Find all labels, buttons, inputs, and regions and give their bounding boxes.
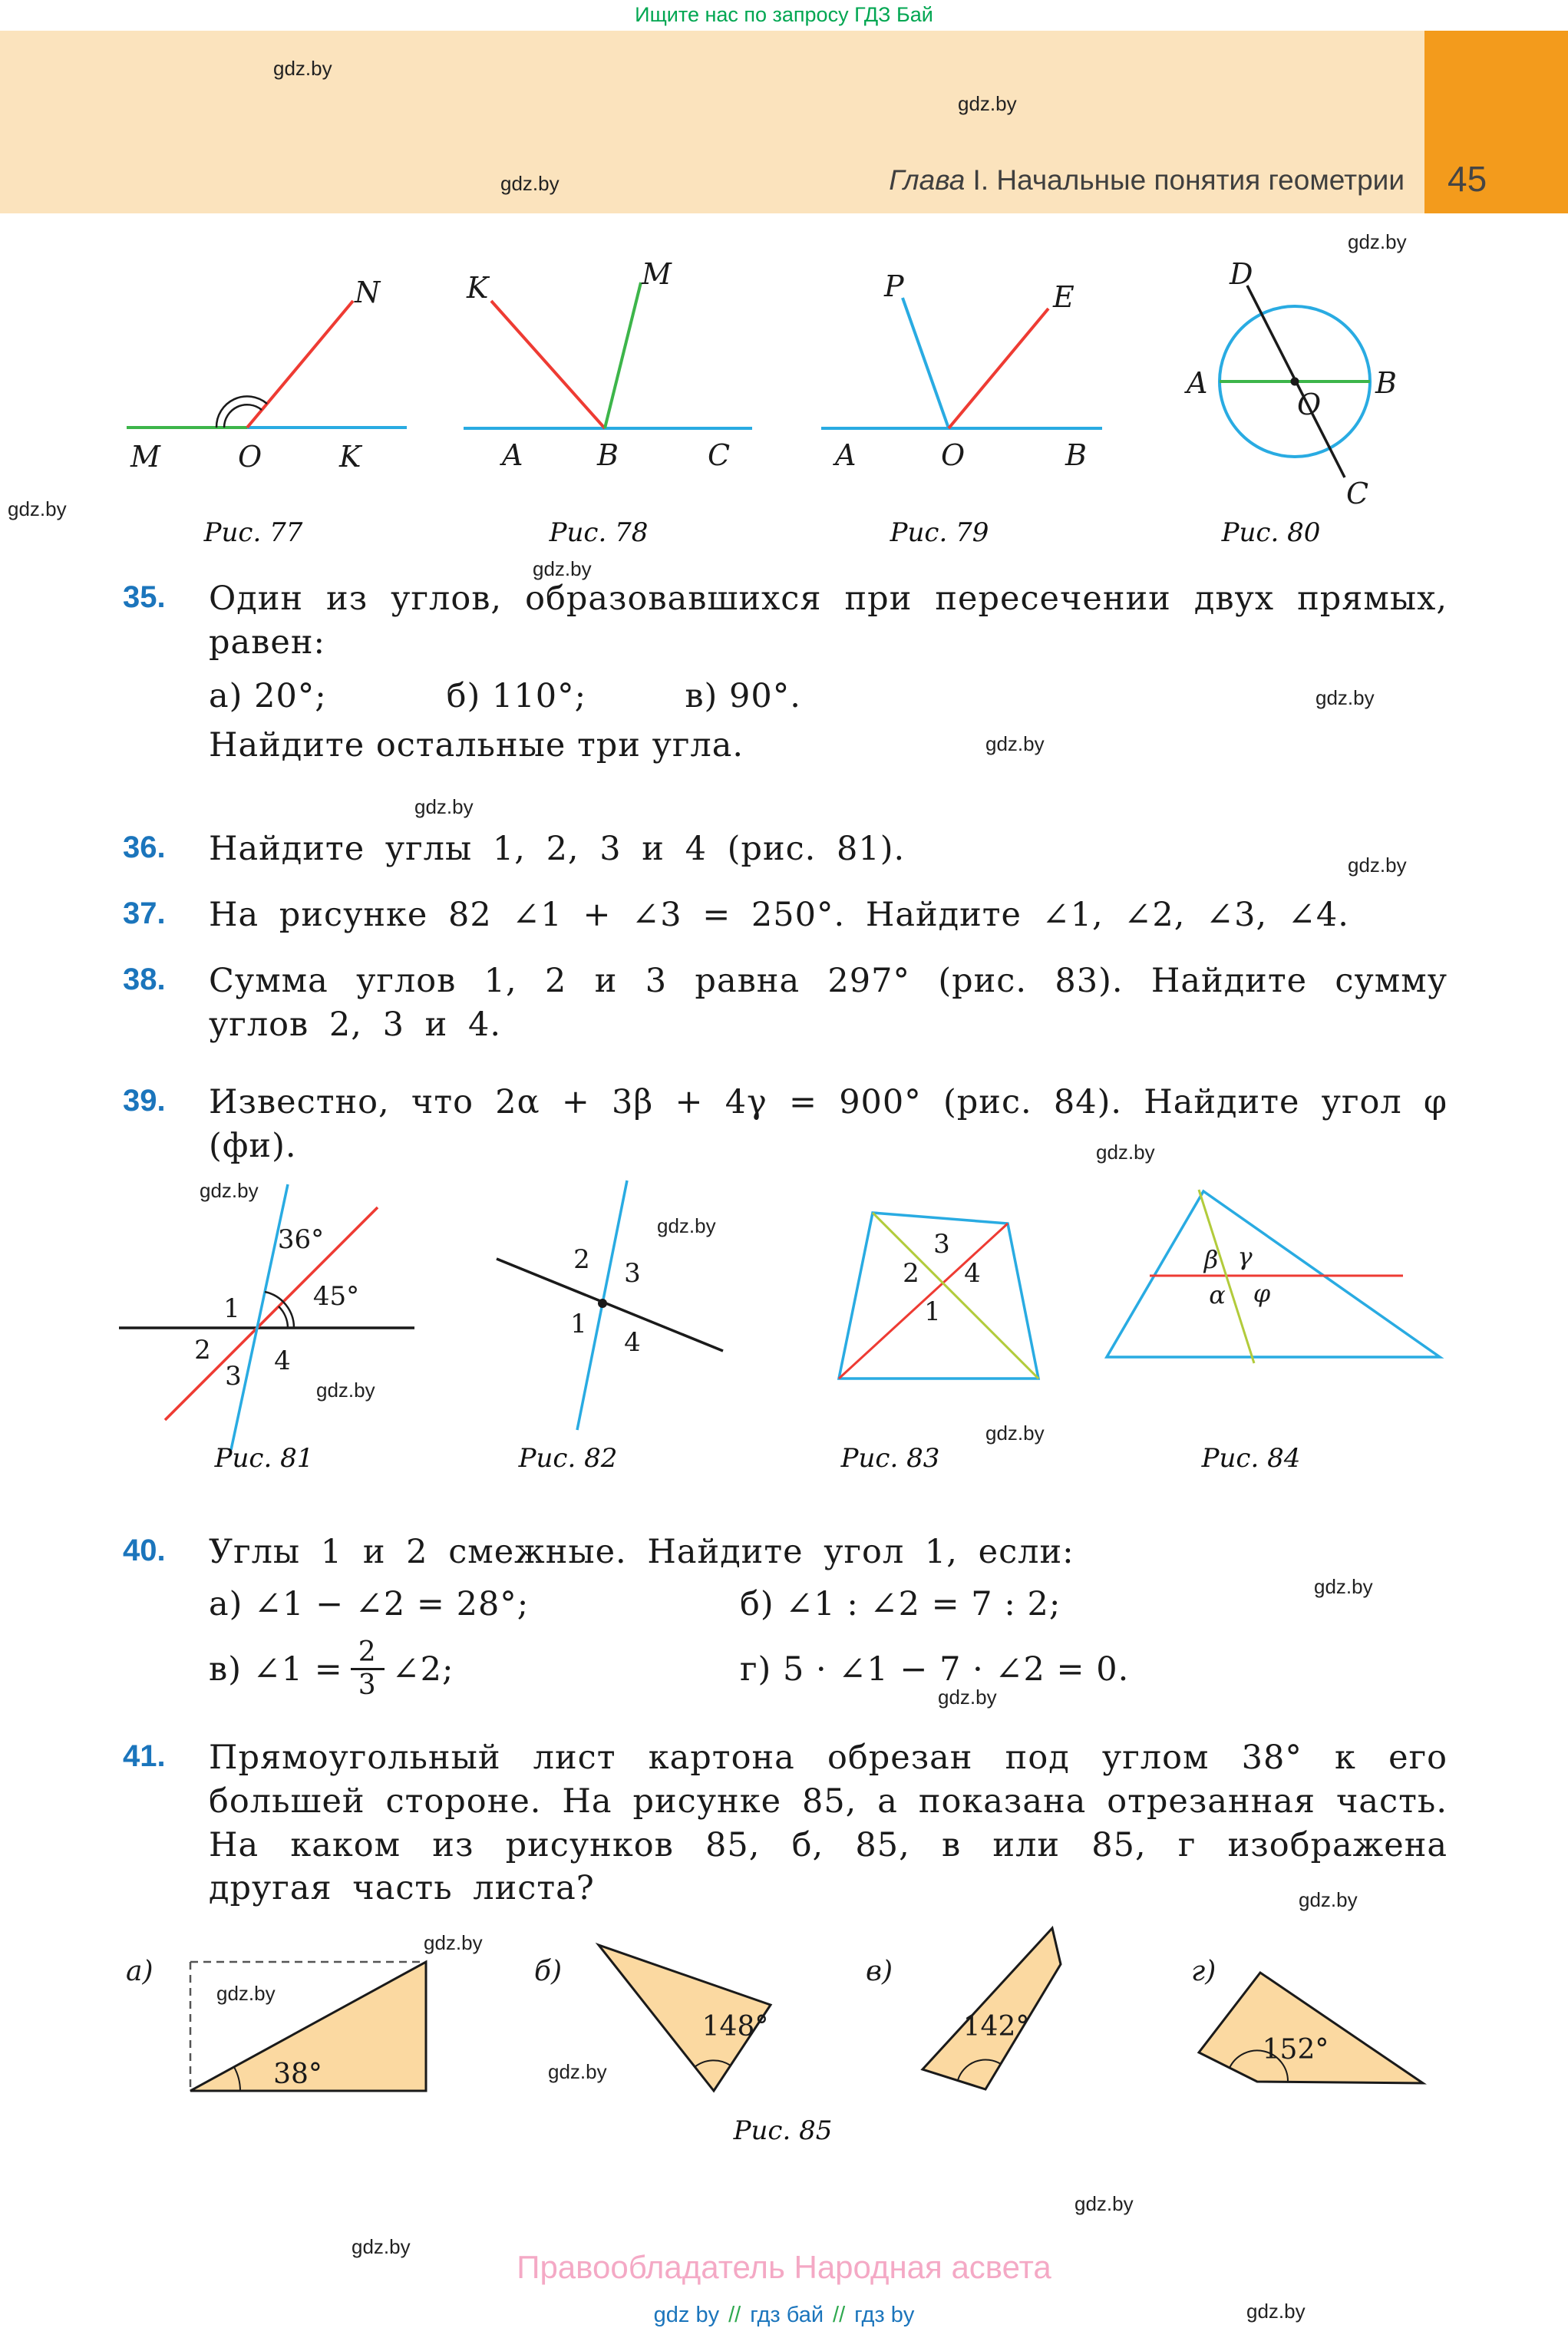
olive-diagonal <box>873 1213 1038 1379</box>
ray-OP-blue <box>903 298 949 428</box>
angle-2-label: 2 <box>194 1335 211 1365</box>
figure-81-diagram <box>107 1150 430 1457</box>
point-label-O: O <box>238 440 262 474</box>
copyright-text: Правообладатель Народная асвета <box>517 2249 1051 2285</box>
piece-shape <box>1199 1973 1423 2083</box>
watermark-gdzby: gdz.by <box>424 1931 483 1954</box>
figure-77-caption: Рис. 77 <box>203 517 303 548</box>
footer-links <box>0 2303 1568 2328</box>
problem-40-option-g: г) 5 · ∠1 − 7 · ∠2 = 0. <box>740 1649 1130 1689</box>
problem-41 <box>123 1736 1448 1910</box>
angle-4-label: 4 <box>964 1258 981 1289</box>
problem-38-number: 38. <box>123 963 166 996</box>
watermark-gdzby: gdz.by <box>1348 230 1407 253</box>
watermark-gdzby: gdz.by <box>273 57 332 80</box>
point-label-K: K <box>339 440 361 474</box>
figure-79-diagram <box>812 261 1111 500</box>
watermark-gdzby: gdz.by <box>8 497 67 520</box>
angle-alpha-label: α <box>1209 1280 1226 1309</box>
figure-80-caption: Рис. 80 <box>1221 517 1321 548</box>
point-label-B: B <box>597 438 619 472</box>
header-page-number-box <box>1424 31 1568 213</box>
angle-36-label: 36° <box>277 1224 325 1255</box>
figure-82-caption: Рис. 82 <box>518 1443 618 1474</box>
point-label-M: M <box>130 440 160 474</box>
point-label-A: A <box>502 438 523 472</box>
point-label-B: B <box>1065 438 1087 472</box>
ray-BK-red <box>491 301 605 428</box>
angle-1-label: 1 <box>570 1309 587 1339</box>
angle-1-label: 1 <box>223 1293 240 1324</box>
angle-3-label: 3 <box>933 1229 950 1260</box>
problem-39-number: 39. <box>123 1084 166 1118</box>
ray-OE-red <box>949 309 1048 428</box>
problem-38 <box>123 959 1448 1047</box>
link-separator: // <box>728 2303 741 2327</box>
fraction-two-thirds <box>351 1637 385 1702</box>
angle-3-label: 3 <box>624 1258 641 1289</box>
problem-41-text: Прямоугольный лист картона обрезан под углом 38° к его большей стороне. На рисунке 85, а показана отрезанная часть. На каком из рисунков 85, б, 85, в или 85, г изображена другая часть листа? <box>209 1739 1448 1908</box>
page-number: 45 <box>1448 159 1487 199</box>
angle-142-label: 142° <box>962 2011 1030 2042</box>
figure-85b-shape <box>593 1937 784 2099</box>
angle-38-label: 38° <box>273 2059 322 2090</box>
watermark-gdzby: gdz.by <box>958 92 1017 115</box>
watermark-gdzby: gdz.by <box>533 557 592 580</box>
figure-85-caption: Рис. 85 <box>733 2115 833 2146</box>
watermark-gdzby: gdz.by <box>1314 1575 1373 1598</box>
point-label-A: A <box>1187 366 1208 400</box>
problem-40-option-b: б) ∠1 : ∠2 = 7 : 2; <box>740 1584 1061 1623</box>
problem-40-option-a: а) ∠1 − ∠2 = 28°; <box>209 1584 530 1623</box>
point-label-A: A <box>835 438 857 472</box>
problem-40-option-v-pre: в) ∠1 = <box>209 1649 343 1689</box>
fraction-denominator: 3 <box>358 1669 377 1702</box>
watermark-gdzby: gdz.by <box>1315 686 1375 709</box>
watermark-gdzby: gdz.by <box>657 1214 716 1237</box>
problem-35-option-v: в) 90°. <box>685 676 801 715</box>
point-label-E: E <box>1053 280 1074 314</box>
figure-85v-shape <box>918 1922 1071 2100</box>
piece-shape <box>923 1928 1061 2089</box>
problem-41-number: 41. <box>123 1739 166 1773</box>
figure-77-diagram <box>115 270 414 500</box>
figure-85g-label: г) <box>1191 1956 1216 1987</box>
point-label-K: K <box>467 271 489 305</box>
problem-35-tail: Найдите остальные три угла. <box>209 725 744 764</box>
point-label-N: N <box>355 276 381 309</box>
watermark-gdzby: gdz.by <box>352 2235 411 2258</box>
figure-83-diagram <box>833 1181 1071 1395</box>
watermark-gdzby: gdz.by <box>1246 2300 1306 2323</box>
problem-35-text: Один из углов, образовавшихся при пересечении двух прямых, равен: <box>209 580 1448 662</box>
point-label-D: D <box>1230 257 1253 291</box>
figure-79-caption: Рис. 79 <box>890 517 989 548</box>
triangle <box>1107 1191 1440 1357</box>
point-label-O: O <box>1297 388 1322 421</box>
point-label-C: C <box>1346 477 1369 510</box>
problem-38-text: Сумма углов 1, 2 и 3 равна 297° (рис. 83). Найдите сумму углов 2, 3 и 4. <box>209 962 1448 1044</box>
point-label-C: C <box>708 438 731 472</box>
watermark-gdzby: gdz.by <box>985 732 1045 755</box>
problem-35-options <box>209 677 1448 715</box>
figure-78-diagram <box>454 261 761 500</box>
watermark-gdzby: gdz.by <box>414 795 474 818</box>
angle-45-label: 45° <box>312 1281 360 1312</box>
watermark-gdzby: gdz.by <box>1299 1888 1358 1911</box>
problem-35 <box>123 577 1448 764</box>
watermark-gdzby: gdz.by <box>216 1982 276 2005</box>
fraction-numerator: 2 <box>351 1637 385 1670</box>
problem-36 <box>123 827 1448 871</box>
footer-link-gdz-by[interactable]: gdz by <box>653 2303 720 2327</box>
point-label-O: O <box>941 438 966 472</box>
problem-40-options-row2 <box>209 1637 1448 1702</box>
point-label-P: P <box>884 269 904 303</box>
watermark-gdzby: gdz.by <box>316 1379 375 1402</box>
ray-BM-green <box>605 282 641 428</box>
intersection-point <box>598 1299 607 1308</box>
footer-link-gdz-bai[interactable]: гдз бай <box>750 2303 824 2327</box>
figure-85a-label: а) <box>126 1956 153 1987</box>
figure-82-diagram <box>476 1164 744 1448</box>
angle-beta-label: β <box>1203 1245 1219 1274</box>
angle-arc-inner <box>279 1306 288 1328</box>
problem-39-text: Известно, что 2α + 3β + 4γ = 900° (рис. 84). Найдите угол φ (фи). <box>209 1083 1448 1165</box>
top-banner-text: Ищите нас по запросу ГДЗ Бай <box>635 3 933 26</box>
problem-37-text: На рисунке 82 ∠1 + ∠3 = 250°. Найдите ∠1, ∠2, ∠3, ∠4. <box>209 896 1349 934</box>
angle-4-label: 4 <box>624 1327 641 1358</box>
figure-81-caption: Рис. 81 <box>214 1443 314 1474</box>
angle-148-label: 148° <box>701 2011 769 2042</box>
figure-85v-label: в) <box>866 1956 893 1987</box>
chapter-title <box>0 164 1405 196</box>
problem-37-number: 37. <box>123 897 166 930</box>
angle-4-label: 4 <box>274 1346 291 1376</box>
problem-35-option-a: а) 20°; <box>209 676 327 715</box>
angle-gamma-label: γ <box>1237 1242 1253 1271</box>
watermark-gdzby: gdz.by <box>500 172 560 195</box>
watermark-gdzby: gdz.by <box>1348 854 1407 877</box>
angle-1-label: 1 <box>924 1296 941 1327</box>
angle-3-label: 3 <box>225 1361 242 1392</box>
link-separator: // <box>833 2303 846 2327</box>
watermark-gdzby: gdz.by <box>1074 2192 1134 2215</box>
angle-152-label: 152° <box>1262 2034 1329 2066</box>
watermark-gdzby: gdz.by <box>985 1422 1045 1445</box>
problem-35-number: 35. <box>123 580 166 614</box>
figure-84-diagram <box>1102 1182 1463 1382</box>
watermark-gdzby: gdz.by <box>938 1686 997 1709</box>
chapter-title-italic: Глава <box>889 164 966 196</box>
footer-link-gdz-by2[interactable]: гдз by <box>854 2303 915 2327</box>
angle-2-label: 2 <box>573 1244 590 1275</box>
figure-78-caption: Рис. 78 <box>549 517 649 548</box>
watermark-gdzby: gdz.by <box>1096 1141 1155 1164</box>
problem-40-option-v-post: ∠2; <box>391 1649 454 1689</box>
point-label-B: B <box>1375 366 1397 400</box>
problem-36-text: Найдите углы 1, 2, 3 и 4 (рис. 81). <box>209 830 906 868</box>
ray-ON-red <box>247 301 353 428</box>
figure-85b-label: б) <box>534 1956 563 1987</box>
watermark-gdzby: gdz.by <box>548 2060 607 2083</box>
watermark-gdzby: gdz.by <box>200 1179 259 1202</box>
problem-40-text: Углы 1 и 2 смежные. Найдите угол 1, если: <box>209 1533 1074 1571</box>
figure-85a-shape <box>177 1953 437 2099</box>
problem-37 <box>123 893 1448 937</box>
figure-84-caption: Рис. 84 <box>1201 1443 1301 1474</box>
problem-40 <box>123 1531 1448 1701</box>
figure-85g-shape <box>1194 1966 1432 2093</box>
problem-40-option-v <box>209 1637 740 1702</box>
problem-40-options-row1 <box>209 1585 1448 1623</box>
figure-83-caption: Рис. 83 <box>840 1443 940 1474</box>
chapter-title-rest: I. Начальные понятия геометрии <box>965 164 1405 196</box>
angle-phi-label: φ <box>1253 1279 1271 1308</box>
red-diagonal <box>839 1223 1008 1379</box>
figure-80-diagram <box>1145 247 1444 523</box>
point-label-M: M <box>642 261 672 291</box>
angle-2-label: 2 <box>903 1258 919 1289</box>
center-point-O <box>1291 378 1299 386</box>
problem-35-option-b: б) 110°; <box>446 676 587 715</box>
problem-36-number: 36. <box>123 831 166 864</box>
problem-40-number: 40. <box>123 1534 166 1567</box>
